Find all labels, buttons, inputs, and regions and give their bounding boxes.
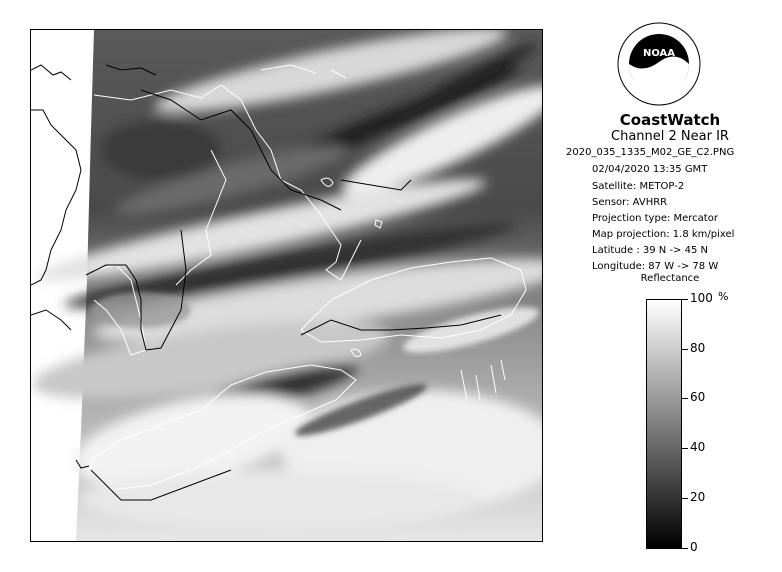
map-projection: Map projection: 1.8 km/pixel [592,229,735,240]
logo-text: NOAA [642,48,676,59]
longitude: Longitude: 87 W -> 78 W [592,261,719,272]
noaa-logo [617,22,701,106]
sensor: Sensor: AVHRR [592,197,668,208]
datetime: 02/04/2020 13:35 GMT [592,164,708,175]
colorbar-tick: 60 [690,390,706,404]
product-title: CoastWatch [619,111,721,129]
colorbar-title: Reflectance [640,273,700,284]
satellite-image [30,29,543,542]
colorbar-tick: 0 [690,540,698,554]
channel-label: Channel 2 Near IR [611,129,729,144]
satellite: Satellite: METOP-2 [592,181,685,192]
colorbar-tick: 80 [690,341,706,355]
colorbar-tick: 100 [690,291,713,305]
latitude: Latitude : 39 N -> 45 N [592,245,708,256]
colorbar-tick: 40 [690,440,706,454]
filename: 2020_035_1335_M02_GE_C2.PNG [566,147,735,158]
colorbar-tick: 20 [690,490,706,504]
colorbar [646,299,682,549]
colorbar-unit: % [718,290,729,303]
projection-type: Projection type: Mercator [592,213,718,224]
